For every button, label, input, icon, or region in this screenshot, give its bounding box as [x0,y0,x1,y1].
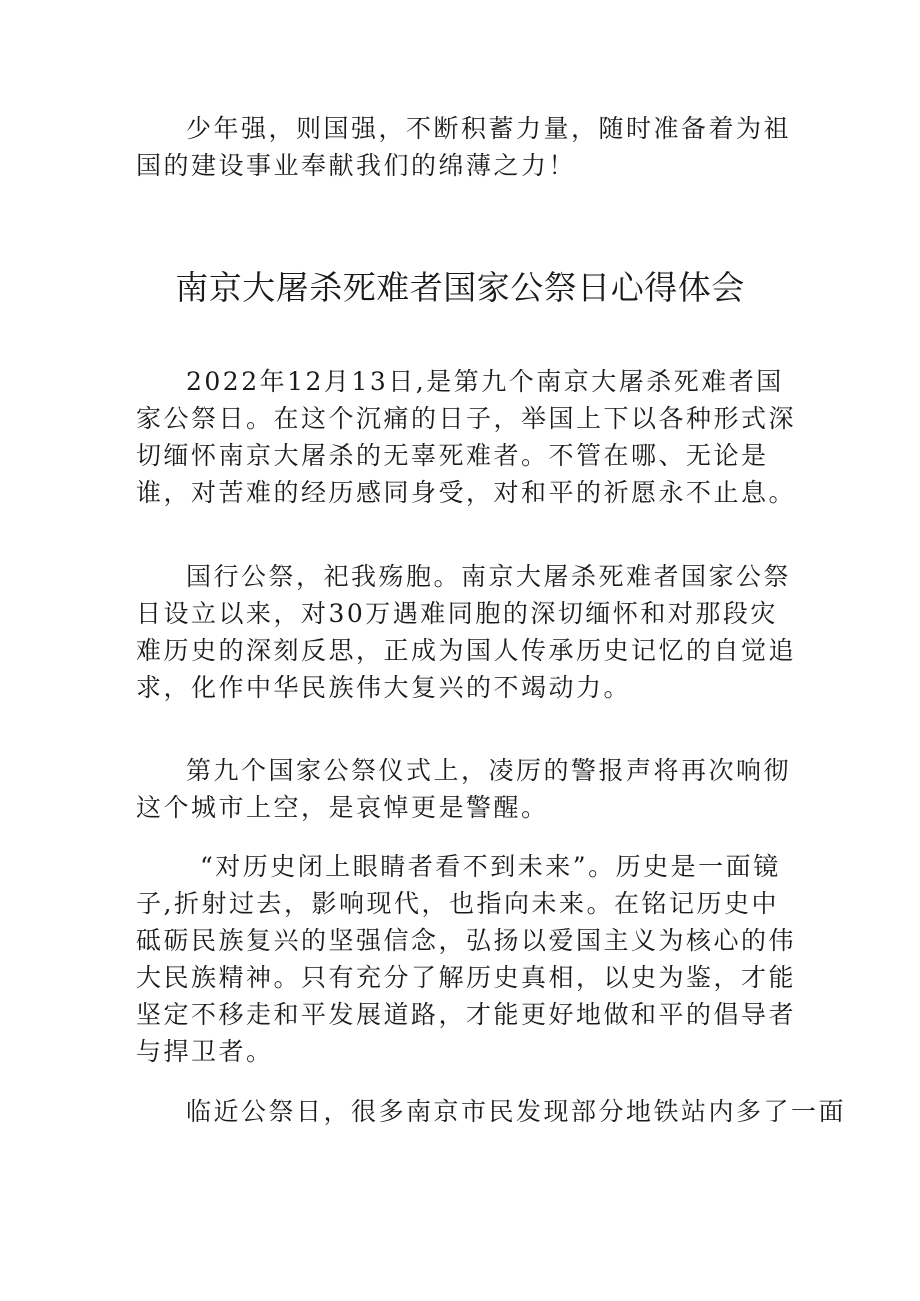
paragraph-ceremony: 第九个国家公祭仪式上，凌厉的警报声将再次响彻这个城市上空，是哀悼更是警醒。 [136,756,792,822]
paragraph-memorial: 国行公祭，祀我殇胞。南京大屠杀死难者国家公祭日设立以来，对30万遇难同胞的深切缅怀和对那段灾难历史的深刻反思，正成为国人传承历史记忆的自觉追求，化作中华民族伟大复兴的不竭动力。 [136,562,797,702]
paragraph-date: 2022年12月13日,是第九个南京大屠杀死难者国家公祭日。在这个沉痛的日子，举国上下以各种形式深切缅怀南京大屠杀的无辜死难者。不管在哪、无论是谁，对苦难的经历感同身受，对和平的祈愿永不止息。 [136,367,797,507]
paragraph-history-quote: “对历史闭上眼睛者看不到未来”。历史是一面镜子,折射过去，影响现代，也指向未来。在铭记历史中砥砺民族复兴的坚强信念，弘扬以爱国主义为核心的伟大民族精神。只有充分了解历史真相，以史为鉴，才能坚定不移走和平发展道路，才能更好地做和平的倡导者与捍卫者。 [136,852,797,1066]
paragraph-subway: 临近公祭日，很多南京市民发现部分地铁站内多了一面 [186,1097,847,1126]
document-title: 南京大屠杀死难者国家公祭日心得体会 [175,268,745,307]
intro-paragraph: 少年强，则国强，不断积蓄力量，随时准备着为祖国的建设事业奉献我们的绵薄之力！ [136,114,792,180]
